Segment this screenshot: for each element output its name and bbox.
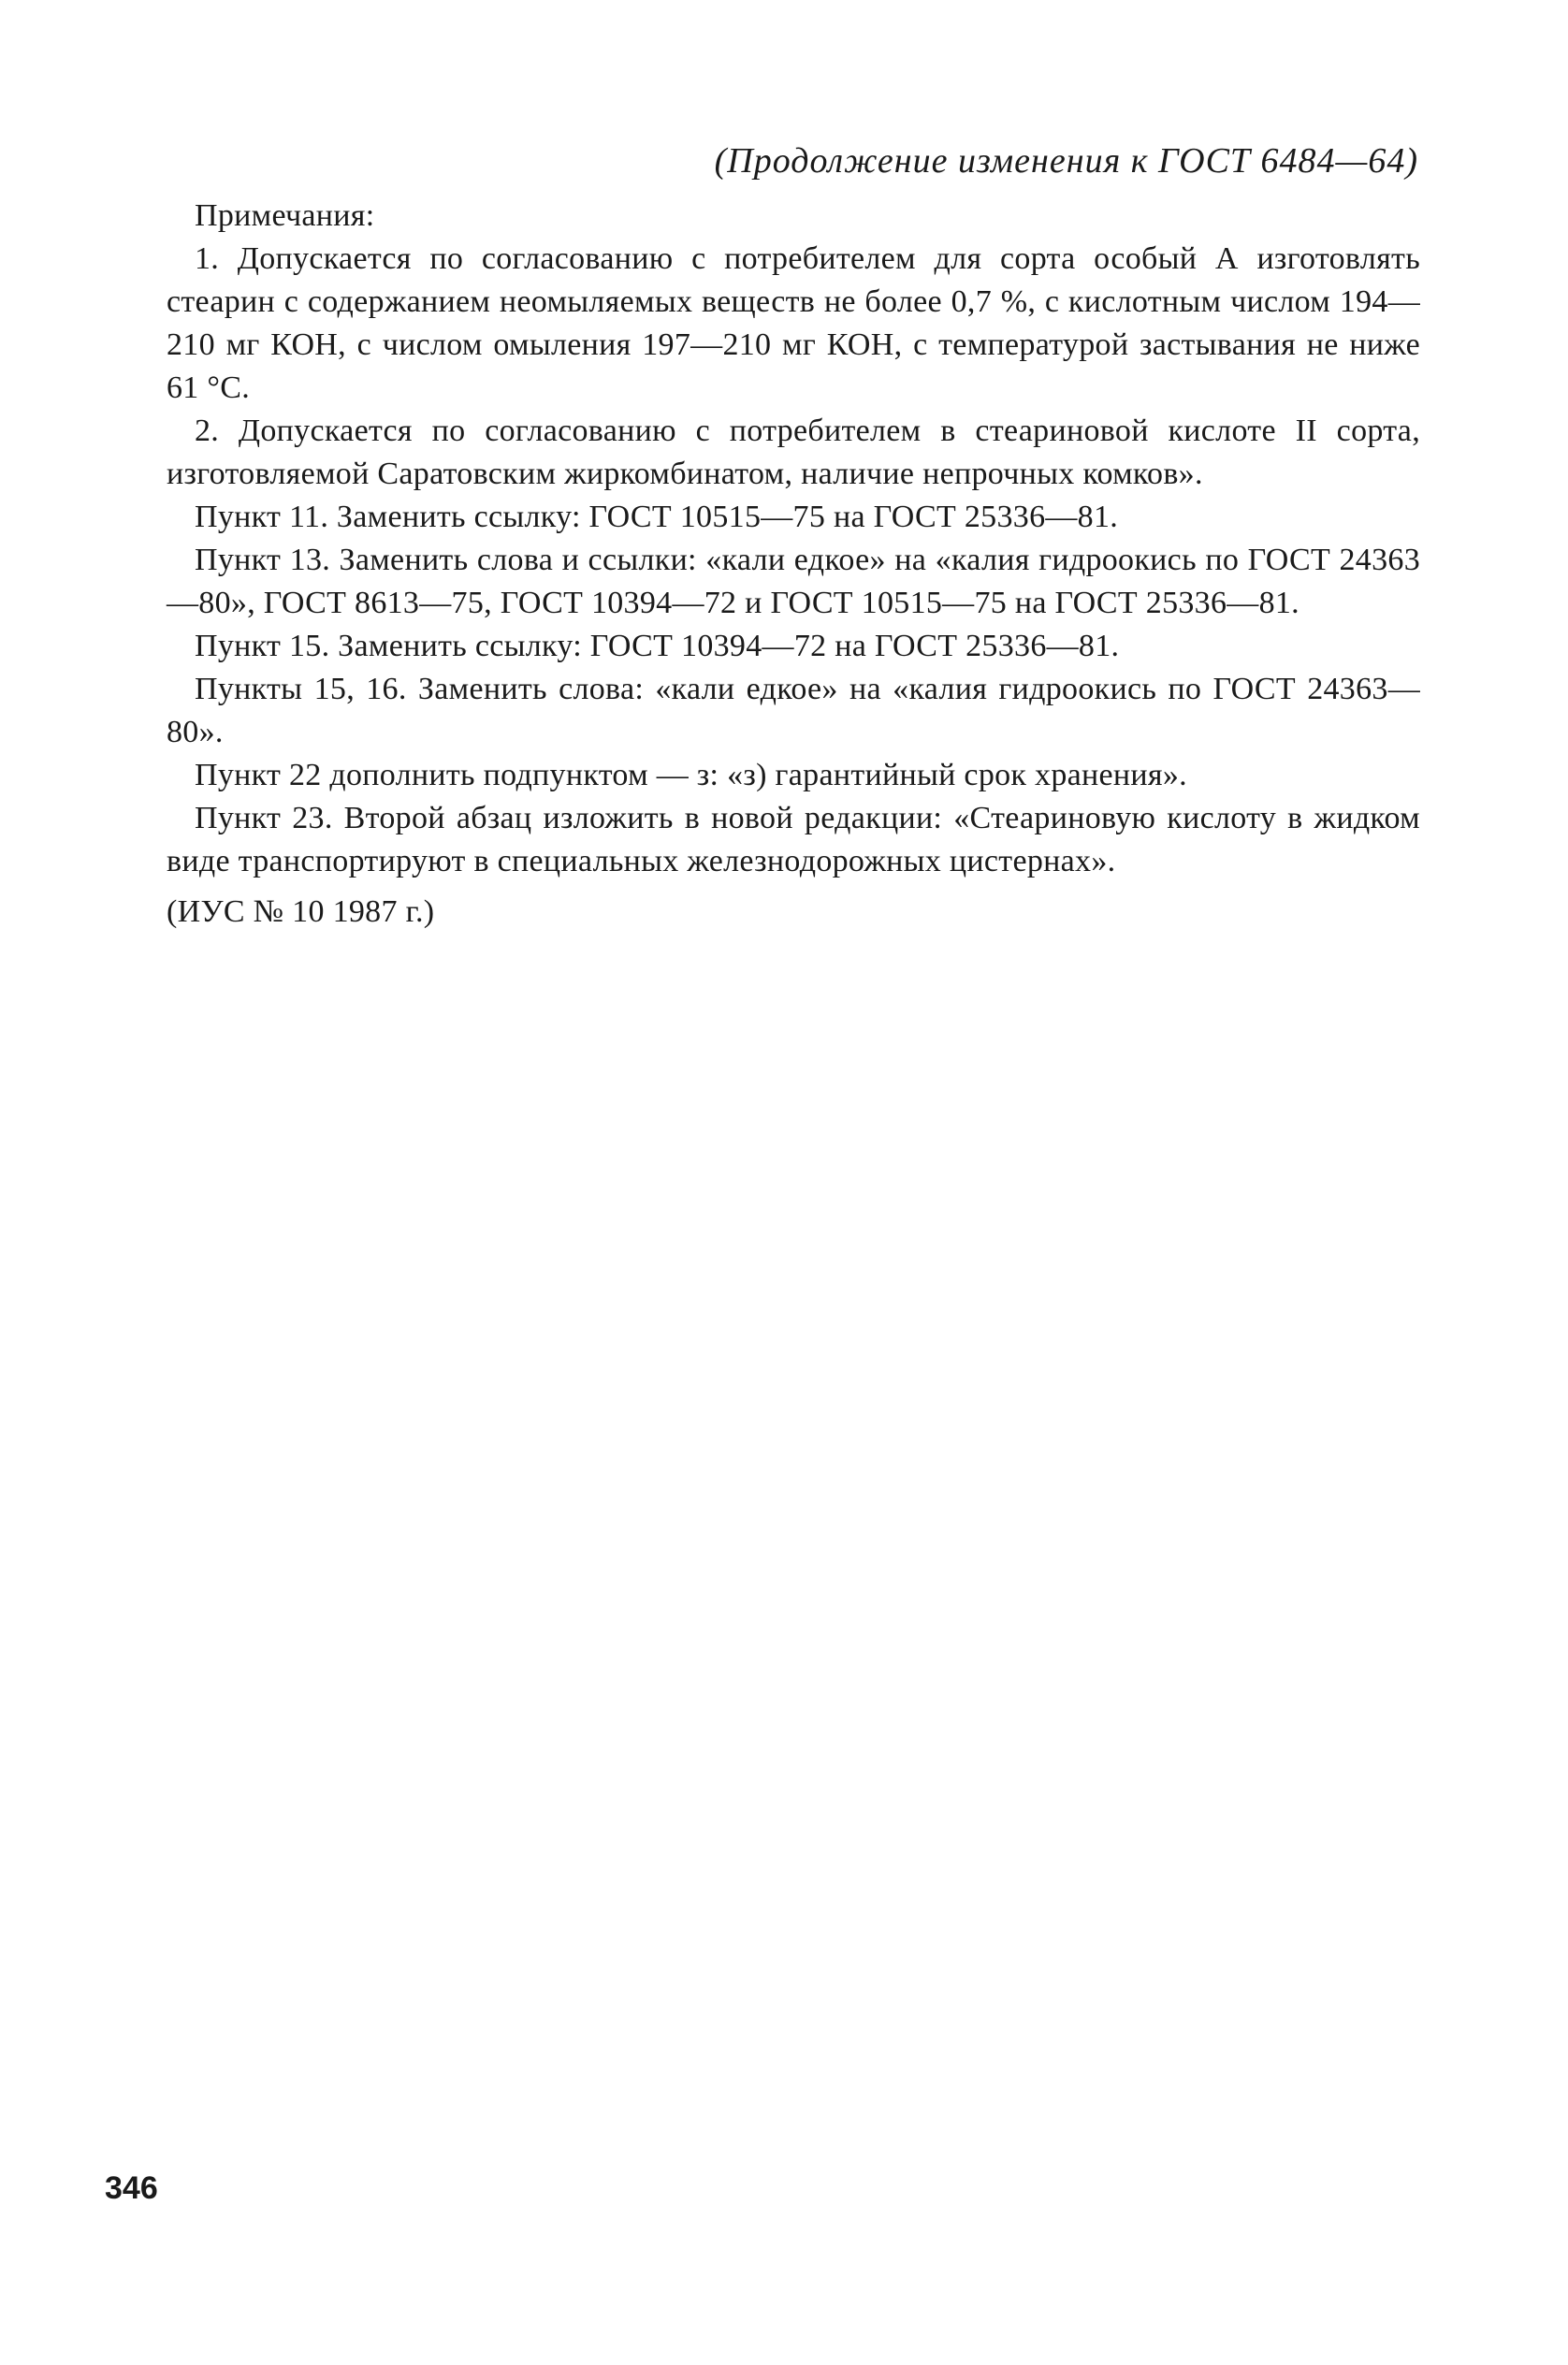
item-13: Пункт 13. Заменить слова и ссылки: «кали едкое» на «калия гидроокись по ГОСТ 24363—80», ГОСТ 8613—75, ГОСТ 10394—72 и ГОСТ 10515—75 на ГОСТ 25336—81. (167, 543, 1420, 620)
items-15-16: Пункты 15, 16. Заменить слова: «кали едкое» на «калия гидроокись по ГОСТ 24363—80». (167, 672, 1420, 749)
note-1: 1. Допускается по согласованию с потребителем для сорта особый А изготовлять стеарин с содержанием неомыляемых веществ не более 0,7 %, с кислотным числом 194—210 мг КОН, с числом омыления 197—210 мг КОН, с температурой застывания не ниже 61 °С. (167, 241, 1420, 405)
item-15: Пункт 15. Заменить ссылку: ГОСТ 10394—72 на ГОСТ 25336—81. (195, 629, 1120, 663)
document-body (167, 195, 1420, 934)
item-23: Пункт 23. Второй абзац изложить в новой редакции: «Стеариновую кислоту в жидком виде транспортируют в специальных железнодорожных цистернах». (167, 801, 1420, 878)
item-22: Пункт 22 дополнить подпунктом — з: «з) гарантийный срок хранения». (195, 758, 1187, 792)
note-2: 2. Допускается по согласованию с потребителем в стеариновой кислоте II сорта, изготовляемой Саратовским жиркомбинатом, наличие непрочных комков». (167, 414, 1420, 491)
notes-title: Примечания: (195, 198, 375, 233)
item-11: Пункт 11. Заменить ссылку: ГОСТ 10515—75 на ГОСТ 25336—81. (195, 500, 1119, 534)
ius-reference: (ИУС № 10 1987 г.) (167, 894, 435, 929)
page-number: 346 (105, 2170, 158, 2206)
page-header: (Продолжение изменения к ГОСТ 6484—64) (714, 141, 1418, 181)
